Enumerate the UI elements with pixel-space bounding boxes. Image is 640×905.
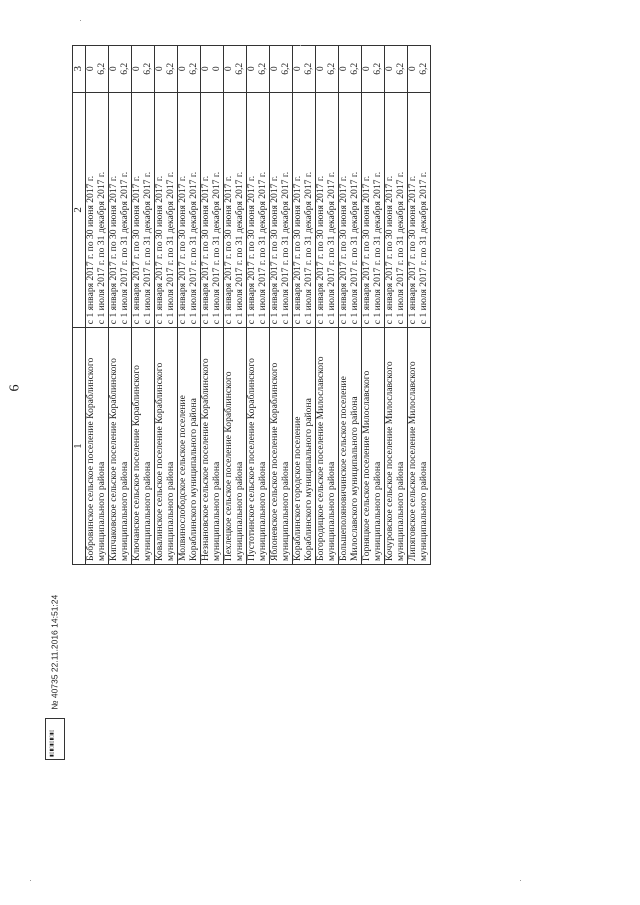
doc-timestamp: 22.11.2016 14:51:24 bbox=[49, 594, 60, 673]
period-cell-line: с 1 января 2017 г. по 30 июня 2017 г. bbox=[361, 175, 372, 325]
table-row bbox=[293, 46, 316, 565]
settlement-name-cell bbox=[155, 328, 178, 565]
value-cell bbox=[201, 46, 224, 93]
table-row bbox=[270, 46, 293, 565]
period-cell bbox=[224, 92, 247, 328]
value-cell-line: 0 bbox=[154, 66, 165, 72]
settlement-name-cell-line: Кипчаковское сельское поселение Кораблинского bbox=[108, 358, 119, 561]
value-cell bbox=[155, 46, 178, 93]
period-cell-line: с 1 июля 2017 г. по 31 декабря 2017 г. bbox=[303, 171, 314, 325]
value-cell-line: 0 bbox=[177, 66, 188, 72]
value-cell-line: 0 bbox=[246, 66, 257, 72]
settlement-name-cell bbox=[385, 328, 408, 565]
value-cell-line: 0 bbox=[211, 66, 222, 72]
header-col-1: 1 bbox=[73, 328, 86, 565]
settlement-name-cell bbox=[224, 328, 247, 565]
period-cell bbox=[109, 92, 132, 328]
settlement-name-cell-line: муниципального района bbox=[280, 461, 291, 561]
settlement-name-cell bbox=[201, 328, 224, 565]
value-cell bbox=[178, 46, 201, 93]
value-cell bbox=[224, 46, 247, 93]
value-cell bbox=[86, 46, 109, 93]
settlement-name-cell-line: муниципального района bbox=[234, 461, 245, 561]
settlement-name-cell-line: муниципального района bbox=[119, 461, 130, 561]
period-cell bbox=[293, 92, 316, 328]
settlement-name-cell-line: муниципального района bbox=[257, 461, 268, 561]
rotated-table-container bbox=[72, 45, 577, 565]
value-cell-line: 6,2 bbox=[257, 62, 268, 75]
period-cell-line: с 1 июля 2017 г. по 31 декабря 2017 г. bbox=[395, 171, 406, 325]
value-cell-line: 0 bbox=[315, 66, 326, 72]
value-cell-line: 0 bbox=[108, 66, 119, 72]
table-row bbox=[224, 46, 247, 565]
settlement-name-cell-line: муниципального района bbox=[165, 461, 176, 561]
table-row bbox=[86, 46, 109, 565]
settlement-name-cell bbox=[270, 328, 293, 565]
settlement-name-cell-line: муниципального района bbox=[326, 461, 337, 561]
settlement-name-cell bbox=[339, 328, 362, 565]
doc-number: № 40735 bbox=[49, 674, 60, 710]
period-cell-line: с 1 января 2017 г. по 30 июня 2017 г. bbox=[315, 175, 326, 325]
value-cell-line: 6,2 bbox=[165, 62, 176, 75]
period-cell-line: с 1 января 2017 г. по 30 июня 2017 г. bbox=[407, 175, 418, 325]
settlement-name-cell-line: Милославского муниципального района bbox=[349, 396, 360, 561]
period-cell bbox=[247, 92, 270, 328]
settlement-name-cell-line: муниципального района bbox=[142, 461, 153, 561]
settlement-name-cell bbox=[178, 328, 201, 565]
table-body bbox=[86, 46, 431, 565]
table-row bbox=[339, 46, 362, 565]
value-cell-line: 0 bbox=[131, 66, 142, 72]
settlement-name-cell-line: Ковалинское сельское поселение Кораблинского bbox=[154, 362, 165, 561]
period-cell-line: с 1 июля 2017 г. по 31 декабря 2017 г. bbox=[257, 171, 268, 325]
value-cell-line: 6,2 bbox=[96, 62, 107, 75]
value-cell-line: 6,2 bbox=[349, 62, 360, 75]
value-cell bbox=[270, 46, 293, 93]
period-cell bbox=[362, 92, 385, 328]
settlement-name-cell-line: Большеполяновичинское сельское поселение bbox=[338, 376, 349, 561]
settlement-name-cell-line: Пехлецкое сельское поселение Кораблинского bbox=[223, 371, 234, 561]
table-row bbox=[178, 46, 201, 565]
table-row bbox=[109, 46, 132, 565]
value-cell-line: 6,2 bbox=[119, 62, 130, 75]
value-cell-line: 0 bbox=[200, 66, 211, 72]
period-cell-line: с 1 июля 2017 г. по 31 декабря 2017 г. bbox=[349, 171, 360, 325]
value-cell bbox=[362, 46, 385, 93]
period-cell-line: с 1 января 2017 г. по 30 июня 2017 г. bbox=[292, 175, 303, 325]
settlement-name-cell-line: Яблоневское сельское поселение Кораблинского bbox=[269, 362, 280, 561]
settlement-name-cell-line: Ключанское сельское поселение Кораблинского bbox=[131, 365, 142, 561]
value-cell-line: 0 bbox=[269, 66, 280, 72]
value-cell bbox=[247, 46, 270, 93]
table-row bbox=[247, 46, 270, 565]
value-cell bbox=[293, 46, 316, 93]
settlement-name-cell-line: Кораблинское городское поселение bbox=[292, 416, 303, 561]
period-cell-line: с 1 января 2017 г. по 30 июня 2017 г. bbox=[384, 175, 395, 325]
settlement-name-cell bbox=[86, 328, 109, 565]
value-cell-line: 0 bbox=[292, 66, 303, 72]
period-cell bbox=[155, 92, 178, 328]
period-cell-line: с 1 января 2017 г. по 30 июня 2017 г. bbox=[269, 175, 280, 325]
value-cell-line: 0 bbox=[85, 66, 96, 72]
settlement-name-cell-line: муниципального района bbox=[395, 461, 406, 561]
settlement-name-cell-line: муниципального района bbox=[418, 461, 429, 561]
table-row bbox=[408, 46, 431, 565]
header-col-2: 2 bbox=[73, 92, 86, 328]
period-cell-line: с 1 января 2017 г. по 30 июня 2017 г. bbox=[177, 175, 188, 325]
period-cell-line: с 1 июля 2017 г. по 31 декабря 2017 г. bbox=[211, 171, 222, 325]
period-cell bbox=[270, 92, 293, 328]
value-cell-line: 6,2 bbox=[326, 62, 337, 75]
page-number: 6 bbox=[7, 384, 23, 392]
settlement-name-cell-line: Липяговское сельское поселение Милославского bbox=[407, 361, 418, 561]
period-cell bbox=[132, 92, 155, 328]
table-row bbox=[316, 46, 339, 565]
value-cell-line: 0 bbox=[223, 66, 234, 72]
settlement-name-cell-line: Незнановское сельское поселение Кораблинского bbox=[200, 358, 211, 561]
period-cell-line: с 1 января 2017 г. по 30 июня 2017 г. bbox=[338, 175, 349, 325]
period-cell bbox=[178, 92, 201, 328]
settlement-name-cell bbox=[109, 328, 132, 565]
value-cell-line: 0 bbox=[384, 66, 395, 72]
period-cell bbox=[201, 92, 224, 328]
period-cell-line: с 1 января 2017 г. по 30 июня 2017 г. bbox=[108, 175, 119, 325]
settlement-name-cell-line: Пустотинское сельское поселение Кораблинского bbox=[246, 358, 257, 561]
period-cell-line: с 1 июля 2017 г. по 31 декабря 2017 г. bbox=[142, 171, 153, 325]
settlement-name-cell bbox=[247, 328, 270, 565]
period-cell bbox=[86, 92, 109, 328]
table-row bbox=[362, 46, 385, 565]
settlement-name-cell-line: Кочуровское сельское поселение Милославского bbox=[384, 361, 395, 561]
value-cell-line: 6,2 bbox=[234, 62, 245, 75]
settlement-name-cell-line: Бобровинское сельское поселение Кораблинского bbox=[85, 357, 96, 561]
value-cell-line: 0 bbox=[407, 66, 418, 72]
settlement-name-cell bbox=[132, 328, 155, 565]
table-row bbox=[201, 46, 224, 565]
value-cell bbox=[109, 46, 132, 93]
period-cell-line: с 1 июля 2017 г. по 31 декабря 2017 г. bbox=[188, 171, 199, 325]
value-cell-line: 6,2 bbox=[418, 62, 429, 75]
period-cell-line: с 1 июля 2017 г. по 31 декабря 2017 г. bbox=[280, 171, 291, 325]
table-row bbox=[385, 46, 408, 565]
settlement-name-cell-line: Богородицкое сельское поселение Милославского bbox=[315, 356, 326, 561]
settlement-name-cell-line: Кораблинского муниципального района bbox=[303, 398, 314, 561]
value-cell bbox=[339, 46, 362, 93]
value-cell-line: 6,2 bbox=[188, 62, 199, 75]
settlement-name-cell-line: муниципального района bbox=[211, 461, 222, 561]
settlement-name-cell-line: Кораблинского муниципального района bbox=[188, 398, 199, 561]
period-cell bbox=[339, 92, 362, 328]
value-cell-line: 6,2 bbox=[142, 62, 153, 75]
settlement-name-cell bbox=[316, 328, 339, 565]
period-cell-line: с 1 января 2017 г. по 30 июня 2017 г. bbox=[154, 175, 165, 325]
settlement-name-cell-line: муниципального района bbox=[96, 461, 107, 561]
period-cell-line: с 1 января 2017 г. по 30 июня 2017 г. bbox=[246, 175, 257, 325]
settlement-name-cell bbox=[408, 328, 431, 565]
header-col-3: 3 bbox=[73, 46, 86, 93]
value-cell-line: 6,2 bbox=[395, 62, 406, 75]
period-cell-line: с 1 июля 2017 г. по 31 декабря 2017 г. bbox=[234, 171, 245, 325]
data-table bbox=[72, 45, 431, 565]
settlement-name-cell-line: Горняцкое сельское поселение Милославского bbox=[361, 370, 372, 561]
period-cell bbox=[316, 92, 339, 328]
value-cell bbox=[408, 46, 431, 93]
period-cell-line: с 1 июля 2017 г. по 31 декабря 2017 г. bbox=[165, 171, 176, 325]
value-cell-line: 6,2 bbox=[372, 62, 383, 75]
period-cell-line: с 1 января 2017 г. по 30 июня 2017 г. bbox=[85, 175, 96, 325]
period-cell bbox=[408, 92, 431, 328]
table-row bbox=[132, 46, 155, 565]
registration-stamp bbox=[45, 595, 65, 760]
period-cell-line: с 1 июля 2017 г. по 31 декабря 2017 г. bbox=[119, 171, 130, 325]
value-cell bbox=[316, 46, 339, 93]
table-row bbox=[155, 46, 178, 565]
value-cell-line: 6,2 bbox=[303, 62, 314, 75]
period-cell-line: с 1 июля 2017 г. по 31 декабря 2017 г. bbox=[96, 171, 107, 325]
value-cell bbox=[385, 46, 408, 93]
settlement-name-cell-line: муниципального района bbox=[372, 461, 383, 561]
value-cell-line: 6,2 bbox=[280, 62, 291, 75]
settlement-name-cell bbox=[293, 328, 316, 565]
header-row bbox=[73, 46, 86, 565]
value-cell-line: 0 bbox=[338, 66, 349, 72]
period-cell-line: с 1 июля 2017 г. по 31 декабря 2017 г. bbox=[372, 171, 383, 325]
period-cell-line: с 1 января 2017 г. по 30 июня 2017 г. bbox=[131, 175, 142, 325]
value-cell-line: 0 bbox=[361, 66, 372, 72]
value-cell bbox=[132, 46, 155, 93]
period-cell-line: с 1 января 2017 г. по 30 июня 2017 г. bbox=[223, 175, 234, 325]
period-cell-line: с 1 июля 2017 г. по 31 декабря 2017 г. bbox=[418, 171, 429, 325]
period-cell bbox=[385, 92, 408, 328]
settlement-name-cell bbox=[362, 328, 385, 565]
period-cell-line: с 1 июля 2017 г. по 31 декабря 2017 г. bbox=[326, 171, 337, 325]
stamp-logo: ▮▯▮▯▮▯▮▯▮▯ bbox=[45, 718, 65, 760]
period-cell-line: с 1 января 2017 г. по 30 июня 2017 г. bbox=[200, 175, 211, 325]
settlement-name-cell-line: Молвинослободское сельское поселение bbox=[177, 395, 188, 561]
